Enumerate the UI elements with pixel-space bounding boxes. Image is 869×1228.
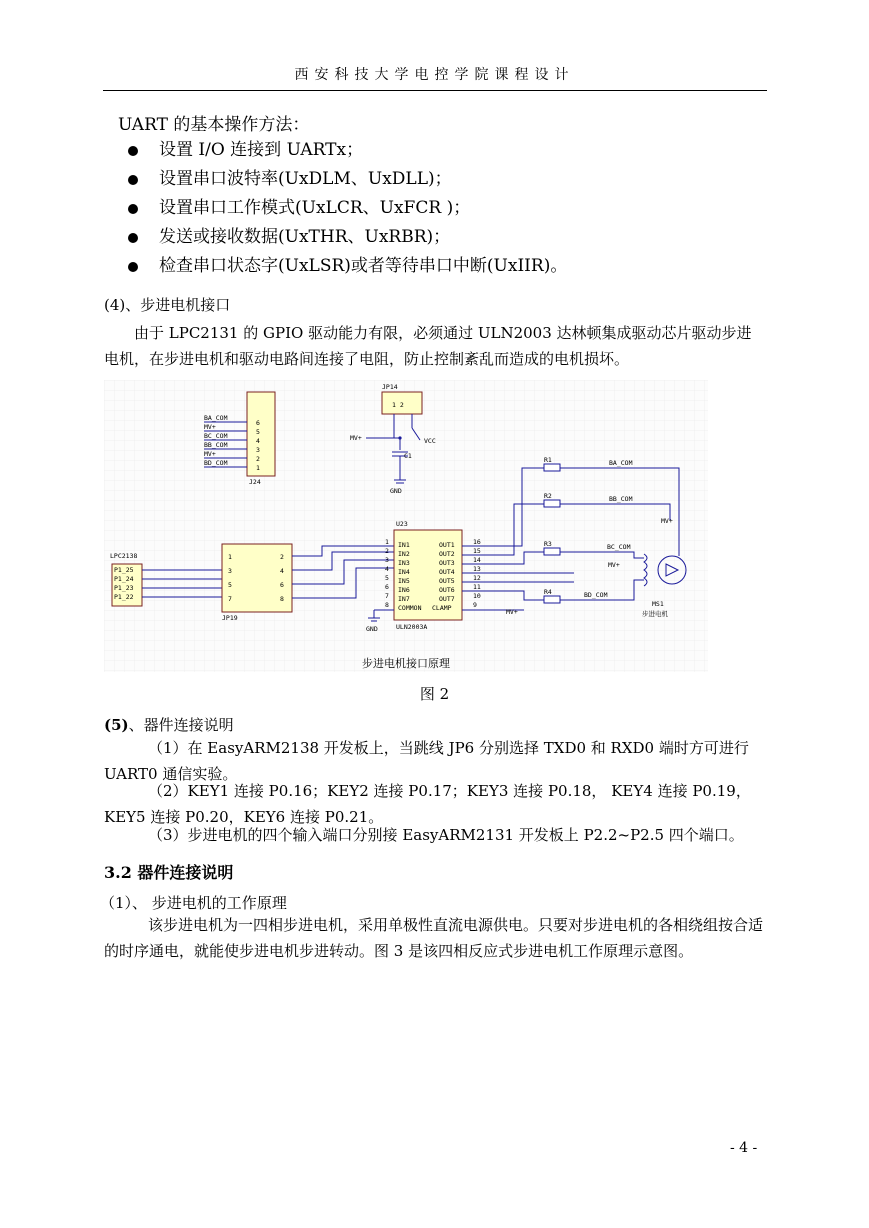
j24-pin: 6 [256,419,260,427]
connection-p2: （2）KEY1 连接 P0.16；KEY2 连接 P0.17；KEY3 连接 P0.18， KEY4 连接 P0.19， KEY5 连接 P0.20，KEY6 连接 P0.21。 [104,782,751,826]
lpc-pin: P1_25 [114,566,134,574]
j24-net: BD_COM [204,459,228,467]
u23-output: OUT6 [439,586,455,594]
u23-pin: 10 [473,592,481,600]
u23-output: OUT4 [439,568,455,576]
coil-net: BB_COM [609,495,633,503]
jp19-pin: 2 [280,553,284,561]
list-item: 设置串口波特率(UxDLM、UxDLL)； [118,165,567,194]
connection-heading-num: (5) [104,716,129,734]
j24-net: BB_COM [204,441,228,449]
u23-pin: 2 [385,547,389,555]
mv-label-u23: MV+ [506,608,518,616]
u23-pin: 15 [473,547,481,555]
page-number: - 4 - [730,1140,758,1156]
header-rule [103,90,767,91]
lpc-pin: P1_22 [114,593,134,601]
section-paragraph: 该步进电机为一四相步进电机，采用单极性直流电源供电。只要对步进电机的各相绕组按合适的时序通电，就能使步进电机步进转动。图 3 是该四相反应式步进电机工作原理示意图。 [104,916,764,960]
j24-net: BA_COM [204,414,228,422]
jp14-label: JP14 [382,383,398,391]
resistor-label: R1 [544,456,552,464]
u23-output: CLAMP [432,604,452,612]
jp19-label: JP19 [222,614,238,622]
u23-pin: 14 [473,556,481,564]
u23-pin: 7 [385,592,389,600]
u23-pin: 11 [473,583,481,591]
connection-p3: （3）步进电机的四个输入端口分别接 EasyARM2131 开发板上 P2.2~P2.5 四个端口。 [148,826,744,844]
figure-caption: 图 2 [419,685,450,703]
connection-p1: （1）在 EasyARM2138 开发板上，当跳线 JP6 分别选择 TXD0 和 RXD0 端时方可进行UART0 通信实验。 [104,739,749,783]
resistor-r4 [544,596,560,603]
lpc-pin: P1_24 [114,575,134,583]
u23-output: OUT3 [439,559,455,567]
gnd-label: GND [390,487,402,495]
u23-pin: 6 [385,583,389,591]
u23-pin: 3 [385,556,389,564]
junction-dot [398,436,401,439]
section-title: 3.2 器件连接说明 [104,863,234,882]
lpc-label: LPC2138 [110,552,138,560]
resistor-r3 [544,548,560,555]
u23-pin: 13 [473,565,481,573]
schematic-caption: 步进电机接口原理 [362,657,450,670]
mv-label-coil2: MV+ [608,561,620,569]
j24-net: MV+ [204,423,216,431]
u23-pin: 8 [385,601,389,609]
mv-label: MV+ [350,434,362,442]
u23-label: U23 [396,520,408,528]
j24-net: MV+ [204,450,216,458]
coil-net: BC_COM [607,543,631,551]
j24-pin: 4 [256,437,260,445]
motor-label: MS1 [652,600,664,608]
u23-pin: 4 [385,565,389,573]
j24-label: J24 [249,478,261,486]
u23-pin: 1 [385,538,389,546]
jp19-pin: 6 [280,581,284,589]
u23-pin: 5 [385,574,389,582]
resistor-label: R2 [544,492,552,500]
list-item: 设置串口工作模式(UxLCR、UxFCR )； [118,194,567,223]
jp19-pin: 7 [228,595,232,603]
jp14-pins: 1 2 [392,401,404,409]
j24-pin: 3 [256,446,260,454]
u23-pin: 12 [473,574,481,582]
u23-input: IN5 [398,577,410,585]
u23-input: IN2 [398,550,410,558]
gnd-label-u23: GND [366,625,378,633]
u23-input: IN3 [398,559,410,567]
connection-heading-text: 、器件连接说明 [128,716,234,734]
jp19-pin: 8 [280,595,284,603]
u23-output: OUT5 [439,577,455,585]
list-item: 发送或接收数据(UxTHR、UxRBR)； [118,223,567,252]
j24-pin: 1 [256,464,260,472]
j24-connector [247,392,275,476]
list-item: 检查串口状态字(UxLSR)或者等待串口中断(UxIIR)。 [118,252,567,281]
coil-net: BD_COM [584,591,608,599]
jp19-pin: 5 [228,581,232,589]
lpc-pin: P1_23 [114,584,134,592]
j24-net: BC_COM [204,432,228,440]
list-item: 设置 I/O 连接到 UARTx； [118,136,567,165]
u23-output: OUT7 [439,595,455,603]
page-header: 西安科技大学电控学院课程设计 [294,67,575,83]
j24-pin: 5 [256,428,260,436]
resistor-label: R3 [544,540,552,548]
resistor-r2 [544,500,560,507]
coil-net: BA_COM [609,459,633,467]
c1-label: C1 [404,452,412,460]
vcc-label: VCC [424,437,436,445]
uart-title: UART 的基本操作方法： [118,115,310,135]
u23-output: OUT1 [439,541,455,549]
u23-input: COMMON [398,604,422,612]
uart-steps-list [118,136,567,281]
u23-pin: 16 [473,538,481,546]
jp19-pin: 3 [228,567,232,575]
j24-pin: 2 [256,455,260,463]
motor-sub: 步进电机 [642,610,668,618]
jp19-pin: 4 [280,567,284,575]
mv-label-coil1: MV+ [661,517,673,525]
stepper-paragraph: 由于 LPC2131 的 GPIO 驱动能力有限，必须通过 ULN2003 达林顿集成驱动芯片驱动步进电机，在步进电机和驱动电路间连接了电阻，防止控制紊乱而造成的电机损坏。 [104,324,752,368]
u23-part: ULN2003A [396,623,428,631]
stepper-heading: (4)、步进电机接口 [104,296,231,314]
u23-pin: 9 [473,601,477,609]
resistor-label: R4 [544,588,552,596]
stepper-schematic [104,380,708,672]
u23-input: IN1 [398,541,410,549]
section-sub: （1）、 步进电机的工作原理 [100,894,287,912]
u23-input: IN7 [398,595,410,603]
u23-output: OUT2 [439,550,455,558]
u23-input: IN4 [398,568,410,576]
u23-input: IN6 [398,586,410,594]
resistor-r1 [544,464,560,471]
jp19-pin: 1 [228,553,232,561]
